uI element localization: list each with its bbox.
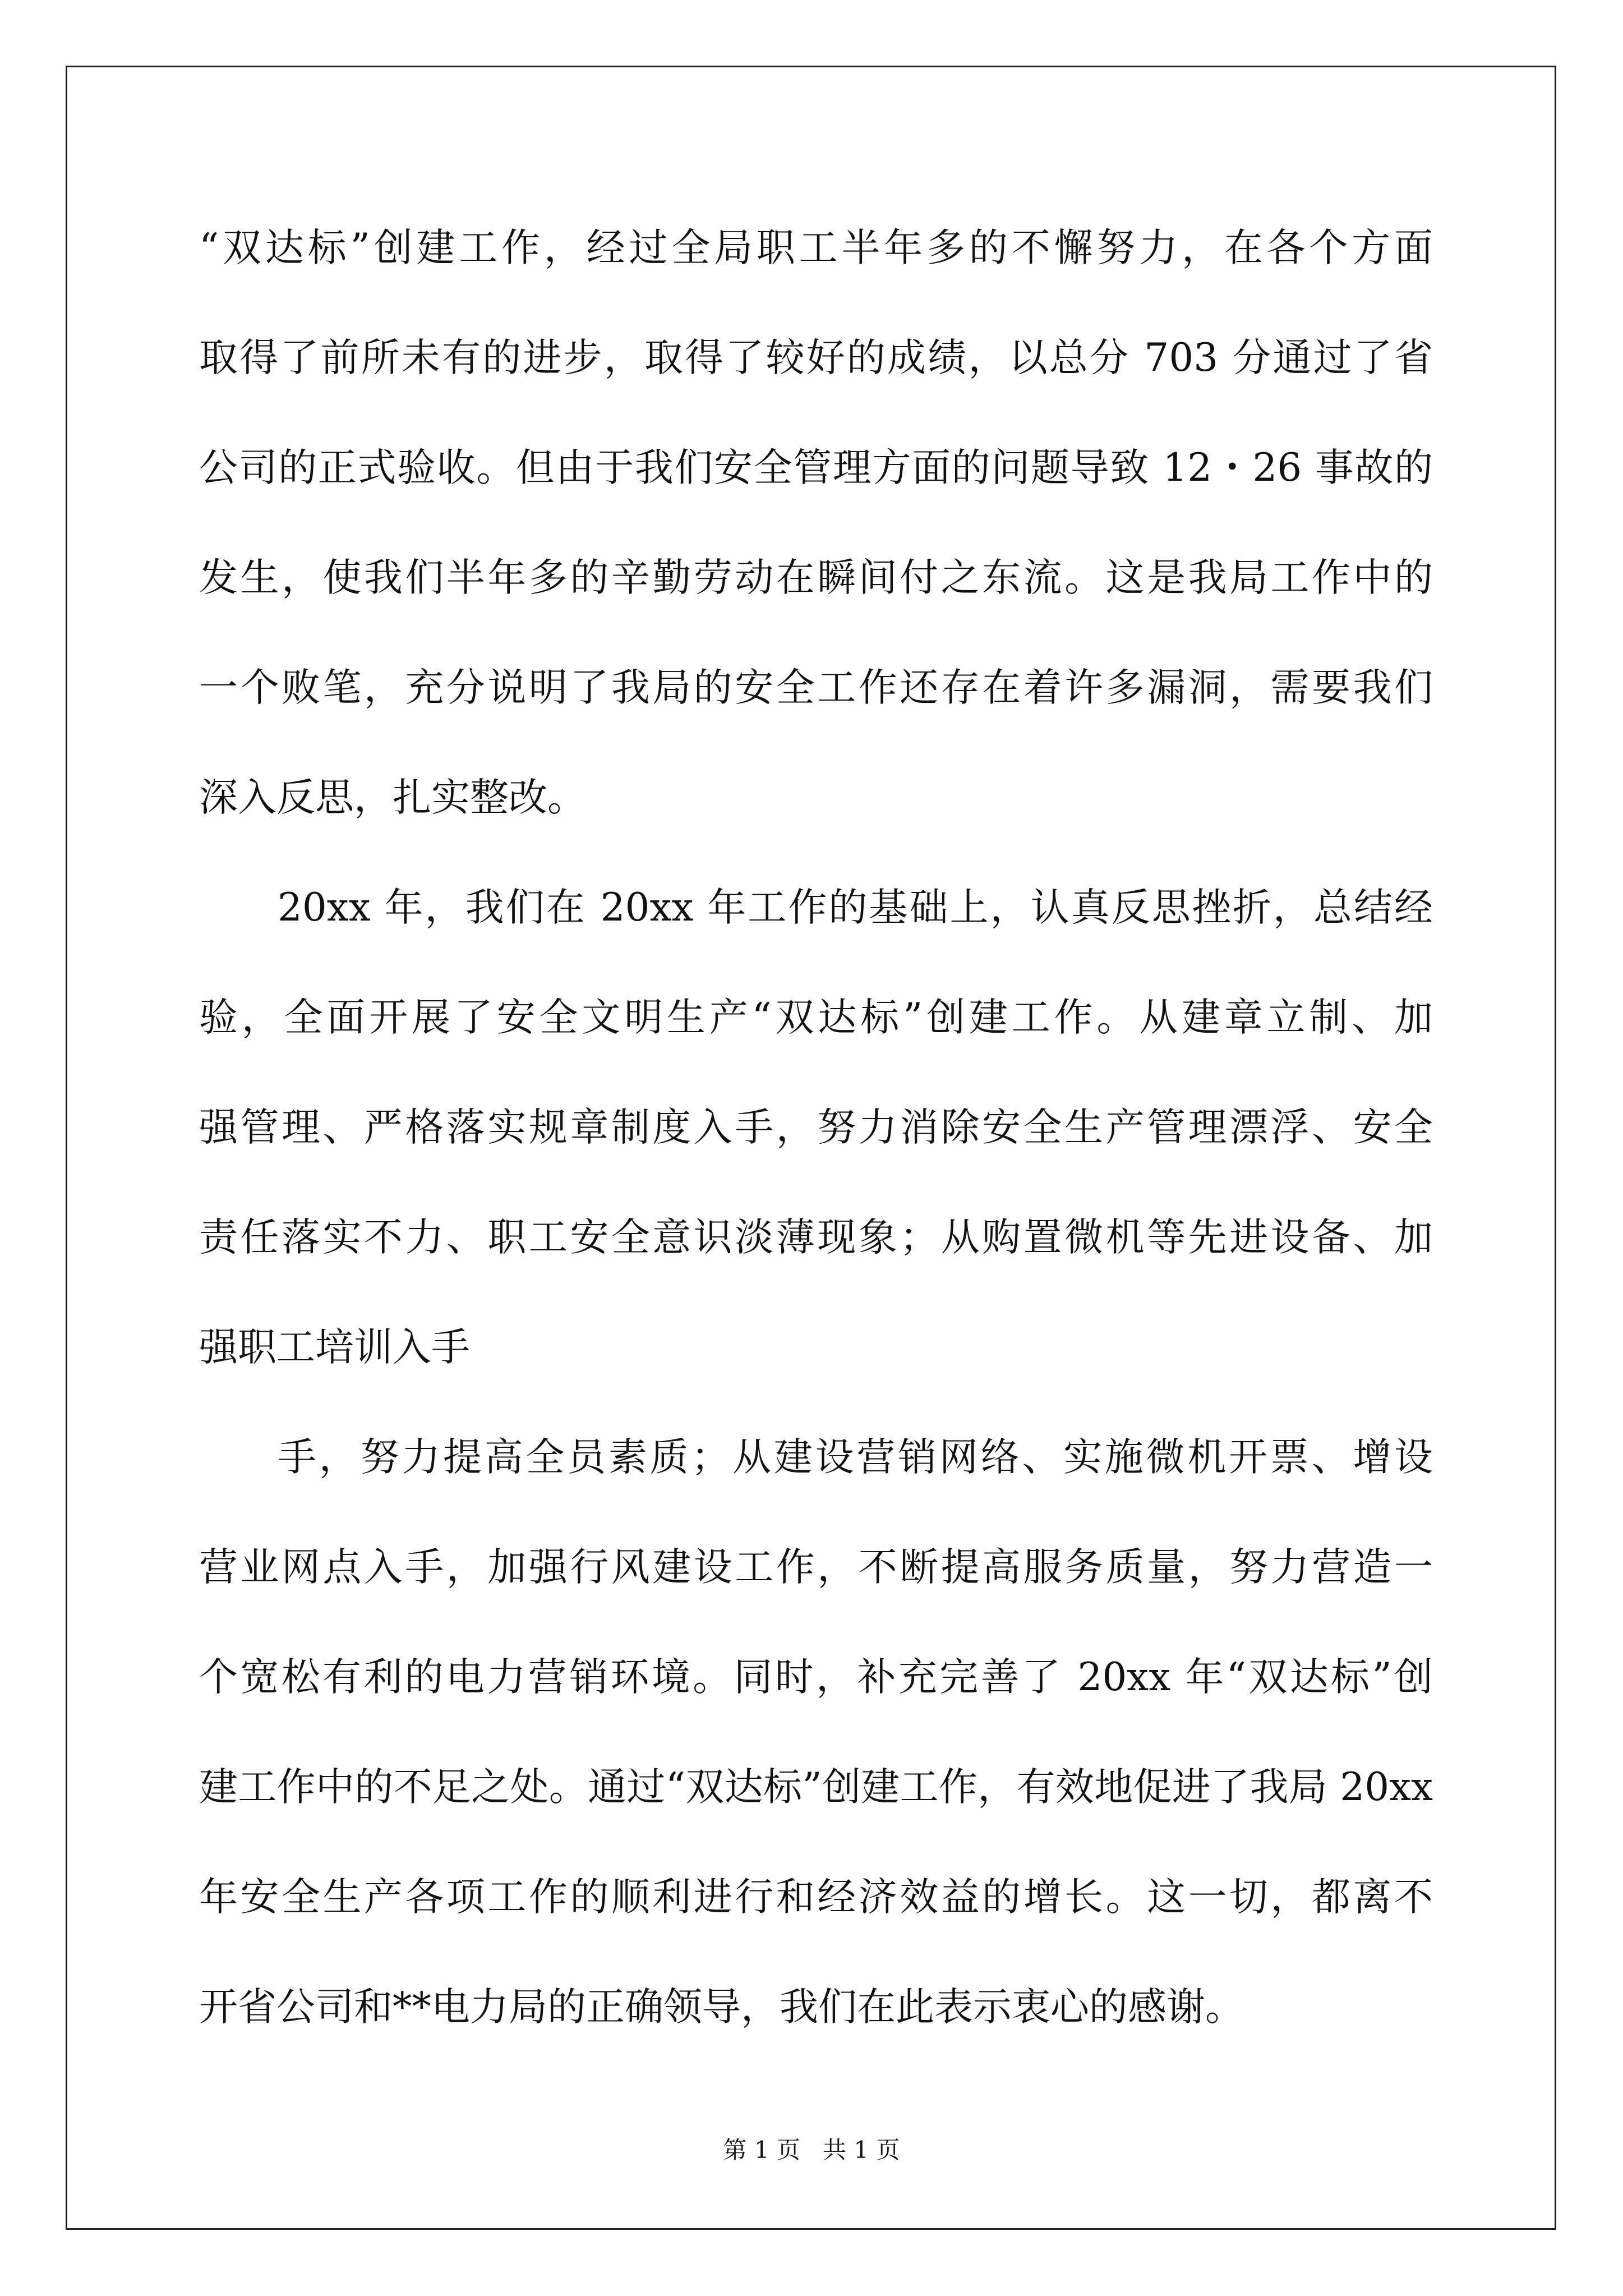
paragraph-1-line-6: 深入反思，扎实整改。 (199, 775, 586, 820)
page-total: 共 1 页 (823, 2136, 900, 2164)
paragraph-1-line-2: 取得了前所未有的进步，取得了较好的成绩，以总分 703 分通过了省 (199, 335, 1433, 380)
paragraph-2-line-5: 强职工培训入手 (199, 1325, 470, 1370)
paragraph-1-line-4: 发生，使我们半年多的辛勤劳动在瞬间付之东流。这是我局工作中的 (199, 555, 1433, 600)
paragraph-2-line-2: 验，全面开展了安全文明生产“双达标”创建工作。从建章立制、加 (199, 995, 1433, 1040)
paragraph-3-line-1: 手，努力提高全员素质；从建设营销网络、实施微机开票、增设 (278, 1435, 1433, 1480)
page-number: 第 1 页 (723, 2136, 800, 2164)
paragraph-3-line-6: 开省公司和**电力局的正确领导，我们在此表示衷心的感谢。 (199, 1985, 1244, 2030)
paragraph-1-line-1: “双达标”创建工作，经过全局职工半年多的不懈努力，在各个方面 (199, 226, 1433, 270)
page-footer (0, 2134, 1623, 2166)
paragraph-2-line-3: 强管理、严格落实规章制度入手，努力消除安全生产管理漂浮、安全 (199, 1105, 1433, 1150)
paragraph-3-line-2: 营业网点入手，加强行风建设工作，不断提高服务质量，努力营造一 (199, 1545, 1433, 1590)
paragraph-2-line-1: 20xx 年，我们在 20xx 年工作的基础上，认真反思挫折，总结经 (278, 885, 1433, 930)
footer-spacer (800, 2136, 823, 2164)
paragraph-3-line-4: 建工作中的不足之处。通过“双达标”创建工作，有效地促进了我局 20xx (199, 1765, 1433, 1810)
paragraph-3-line-5: 年安全生产各项工作的顺利进行和经济效益的增长。这一切，都离不 (199, 1875, 1433, 1920)
paragraph-1-line-3: 公司的正式验收。但由于我们安全管理方面的问题导致 12・26 事故的 (199, 445, 1433, 490)
paragraph-2-line-4: 责任落实不力、职工安全意识淡薄现象；从购置微机等先进设备、加 (199, 1215, 1433, 1260)
paragraph-3-line-3: 个宽松有利的电力营销环境。同时，补充完善了 20xx 年“双达标”创 (199, 1655, 1433, 1700)
paragraph-1-line-5: 一个败笔，充分说明了我局的安全工作还存在着许多漏洞，需要我们 (199, 665, 1433, 710)
